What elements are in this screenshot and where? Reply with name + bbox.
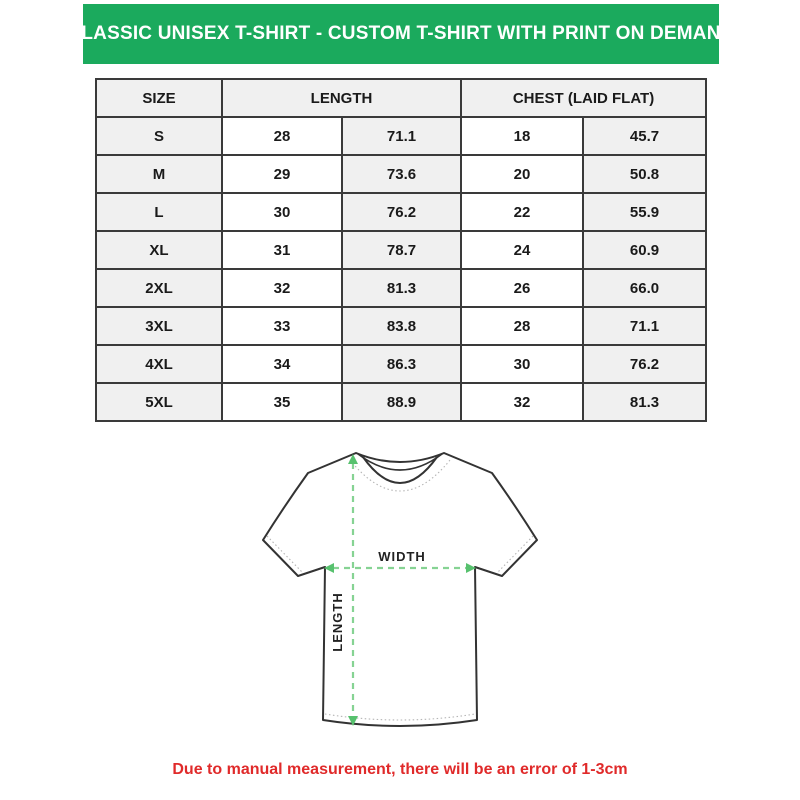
size-cell: 3XL [96, 307, 222, 345]
chest-in-cell: 18 [461, 117, 583, 155]
header-size: SIZE [96, 79, 222, 117]
chest-in-cell: 22 [461, 193, 583, 231]
width-label: WIDTH [378, 549, 426, 564]
page-title: CLASSIC UNISEX T-SHIRT - CUSTOM T-SHIRT WITH PRINT ON DEMAND [67, 23, 735, 44]
chest-cm-cell: 55.9 [583, 193, 706, 231]
length-in-cell: 33 [222, 307, 342, 345]
length-in-cell: 30 [222, 193, 342, 231]
length-cm-cell: 81.3 [342, 269, 461, 307]
table-header-row [96, 79, 706, 117]
length-cm-cell: 86.3 [342, 345, 461, 383]
table-row [96, 383, 706, 421]
chest-in-cell: 26 [461, 269, 583, 307]
chest-cm-cell: 76.2 [583, 345, 706, 383]
length-cm-cell: 73.6 [342, 155, 461, 193]
size-cell: M [96, 155, 222, 193]
size-cell: 2XL [96, 269, 222, 307]
length-cm-cell: 83.8 [342, 307, 461, 345]
measurement-note: Due to manual measurement, there will be an error of 1-3cm [172, 761, 628, 778]
length-in-cell: 31 [222, 231, 342, 269]
tshirt-diagram [230, 430, 570, 760]
size-cell: S [96, 117, 222, 155]
table-row [96, 307, 706, 345]
table-row [96, 155, 706, 193]
size-cell: L [96, 193, 222, 231]
chest-cm-cell: 81.3 [583, 383, 706, 421]
chest-in-cell: 30 [461, 345, 583, 383]
chest-cm-cell: 60.9 [583, 231, 706, 269]
length-label: LENGTH [330, 592, 345, 652]
chest-in-cell: 28 [461, 307, 583, 345]
tshirt-outline-icon [263, 453, 537, 726]
length-cm-cell: 78.7 [342, 231, 461, 269]
size-cell: 5XL [96, 383, 222, 421]
length-cm-cell: 71.1 [342, 117, 461, 155]
size-cell: XL [96, 231, 222, 269]
length-cm-cell: 88.9 [342, 383, 461, 421]
size-table [95, 78, 707, 422]
table-row [96, 193, 706, 231]
table-row [96, 231, 706, 269]
chest-cm-cell: 50.8 [583, 155, 706, 193]
chest-cm-cell: 66.0 [583, 269, 706, 307]
length-cm-cell: 76.2 [342, 193, 461, 231]
length-in-cell: 32 [222, 269, 342, 307]
title-banner [67, 4, 735, 64]
chest-in-cell: 32 [461, 383, 583, 421]
header-chest: CHEST (LAID FLAT) [461, 79, 706, 117]
table-row [96, 117, 706, 155]
chest-cm-cell: 45.7 [583, 117, 706, 155]
table-row [96, 345, 706, 383]
chest-in-cell: 20 [461, 155, 583, 193]
length-in-cell: 35 [222, 383, 342, 421]
chest-cm-cell: 71.1 [583, 307, 706, 345]
length-in-cell: 34 [222, 345, 342, 383]
length-in-cell: 29 [222, 155, 342, 193]
table-row [96, 269, 706, 307]
length-in-cell: 28 [222, 117, 342, 155]
size-cell: 4XL [96, 345, 222, 383]
chest-in-cell: 24 [461, 231, 583, 269]
header-length: LENGTH [222, 79, 461, 117]
